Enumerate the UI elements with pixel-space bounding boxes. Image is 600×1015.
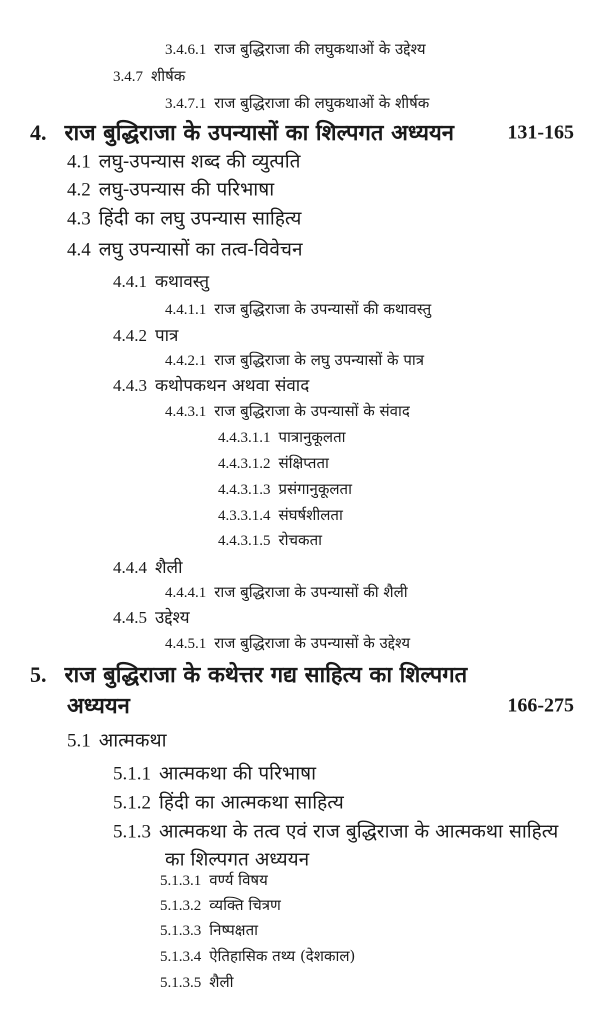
section-title: ऐतिहासिक तथ्य (देशकाल): [209, 947, 356, 965]
section-number: 5.1.3: [113, 821, 151, 843]
section-number: 4.4.2: [113, 326, 147, 345]
section-title: आत्मकथा के तत्व एवं राज बुद्धिराजा के आत्मकथा साहित्य: [159, 820, 559, 843]
section-title: शैली: [209, 973, 234, 991]
section-number: 3.4.6.1: [165, 42, 207, 58]
chapter-heading: [30, 664, 467, 686]
toc-entry: [165, 848, 310, 871]
section-number: 4.4.4.1: [165, 585, 207, 601]
toc-entry: [160, 898, 281, 914]
section-title: प्रसंगानुकूलता: [278, 480, 352, 498]
toc-entry: [113, 69, 185, 85]
section-number: 4.4.2.1: [165, 353, 207, 369]
section-title: राज बुद्धिराजा के उपन्यासों की कथावस्तु: [214, 300, 432, 318]
toc-entry: [113, 327, 178, 345]
section-title: निष्पक्षता: [209, 921, 259, 939]
toc-entry: [160, 873, 268, 889]
section-title: का शिल्पगत अध्ययन: [165, 848, 310, 871]
toc-entry: [113, 273, 209, 291]
section-title: राज बुद्धिराजा की लघुकथाओं के उद्देश्य: [214, 40, 426, 58]
section-number: 5.1: [67, 730, 91, 752]
section-title: राज बुद्धिराजा के कथेत्तर गद्य साहित्य का शिल्पगत: [64, 662, 468, 688]
section-title: पात्र: [155, 326, 179, 346]
section-number: 4.4.3.1.2: [218, 456, 271, 472]
section-number: 4.4.4: [113, 558, 147, 577]
section-title: लघु-उपन्यास शब्द की व्युत्पति: [98, 150, 301, 173]
section-number: 5.1.1: [113, 763, 151, 785]
section-number: 4.4.3.1: [165, 404, 207, 420]
section-number: 5.: [30, 662, 47, 687]
section-title: कथावस्तु: [155, 272, 210, 292]
section-number: 5.1.3.4: [160, 949, 202, 965]
toc-entry: [67, 150, 301, 173]
section-number: 4.4.1.1: [165, 302, 207, 318]
toc-entry: [160, 975, 234, 991]
section-title: आत्मकथा: [98, 729, 167, 752]
toc-entry: [218, 430, 346, 446]
section-title: शैली: [155, 558, 183, 578]
toc-entry: [113, 377, 309, 395]
toc-entry: [218, 533, 322, 549]
section-title: राज बुद्धिराजा की लघुकथाओं के शीर्षक: [214, 94, 430, 112]
toc-entry: [113, 820, 559, 843]
section-title: राज बुद्धिराजा के लघु उपन्यासों के पात्र: [214, 351, 425, 369]
section-number: 4.3: [67, 208, 91, 230]
section-number: 4.: [30, 120, 47, 145]
section-title: हिंदी का आत्मकथा साहित्य: [159, 791, 344, 814]
toc-entry: [67, 207, 302, 230]
section-title: राज बुद्धिराजा के उपन्यासों की शैली: [214, 583, 408, 601]
section-title: लघु उपन्यासों का तत्व-विवेचन: [98, 238, 303, 261]
toc-entry: [67, 729, 167, 752]
toc-entry: [165, 353, 424, 369]
toc-entry: [165, 96, 429, 112]
section-title: शीर्षक: [151, 67, 186, 85]
section-number: 4.4.5.1: [165, 636, 207, 652]
section-title: अध्ययन: [67, 693, 130, 719]
toc-entry: [113, 762, 317, 785]
toc-entry: [218, 482, 352, 498]
section-number: 3.4.7: [113, 69, 143, 85]
page-range: 131-165: [507, 121, 574, 144]
toc-entry: [165, 42, 426, 58]
section-number: 4.3.3.1.4: [218, 508, 271, 524]
toc-entry: [113, 609, 190, 627]
toc-entry: [165, 302, 431, 318]
section-title: संघर्षशीलता: [278, 506, 343, 524]
section-number: 4.4.1: [113, 272, 147, 291]
toc-entry: [113, 791, 344, 814]
toc-entry: [113, 559, 183, 577]
section-number: 4.4: [67, 239, 91, 261]
section-number: 5.1.3.3: [160, 923, 202, 939]
page-range: 166-275: [507, 694, 574, 717]
section-number: 5.1.3.5: [160, 975, 202, 991]
section-title: कथोपकथन अथवा संवाद: [155, 376, 310, 396]
section-number: 4.4.3.1.1: [218, 430, 271, 446]
toc-entry: [218, 456, 329, 472]
section-number: 4.4.3: [113, 376, 147, 395]
section-number: 4.1: [67, 151, 91, 173]
section-title: संक्षिप्तता: [278, 454, 329, 472]
section-title: वर्ण्य विषय: [209, 871, 268, 889]
chapter-heading: [67, 695, 130, 717]
section-number: 5.1.3.1: [160, 873, 202, 889]
section-title: आत्मकथा की परिभाषा: [159, 762, 317, 785]
section-number: 5.1.2: [113, 792, 151, 814]
section-title: व्यक्ति चित्रण: [209, 896, 281, 914]
section-number: 4.2: [67, 179, 91, 201]
section-title: राज बुद्धिराजा के उपन्यासों का शिल्पगत अध्ययन: [64, 120, 454, 146]
section-title: रोचकता: [278, 531, 323, 549]
section-number: 5.1.3.2: [160, 898, 202, 914]
section-title: लघु-उपन्यास की परिभाषा: [98, 178, 275, 201]
section-title: हिंदी का लघु उपन्यास साहित्य: [98, 207, 302, 230]
toc-entry: [67, 238, 303, 261]
toc-entry: [160, 923, 258, 939]
section-title: राज बुद्धिराजा के उपन्यासों के संवाद: [214, 402, 410, 420]
section-number: 4.4.3.1.3: [218, 482, 271, 498]
toc-entry: [165, 585, 408, 601]
section-number: 3.4.7.1: [165, 96, 207, 112]
toc-entry: [165, 636, 410, 652]
toc-entry: [218, 508, 343, 524]
section-number: 4.4.3.1.5: [218, 533, 271, 549]
toc-entry: [160, 949, 355, 965]
section-title: उद्देश्य: [155, 608, 190, 628]
section-title: पात्रानुकूलता: [278, 428, 346, 446]
chapter-heading: [30, 122, 454, 144]
toc-entry: [165, 404, 410, 420]
toc-entry: [67, 178, 275, 201]
section-number: 4.4.5: [113, 608, 147, 627]
section-title: राज बुद्धिराजा के उपन्यासों के उद्देश्य: [214, 634, 411, 652]
